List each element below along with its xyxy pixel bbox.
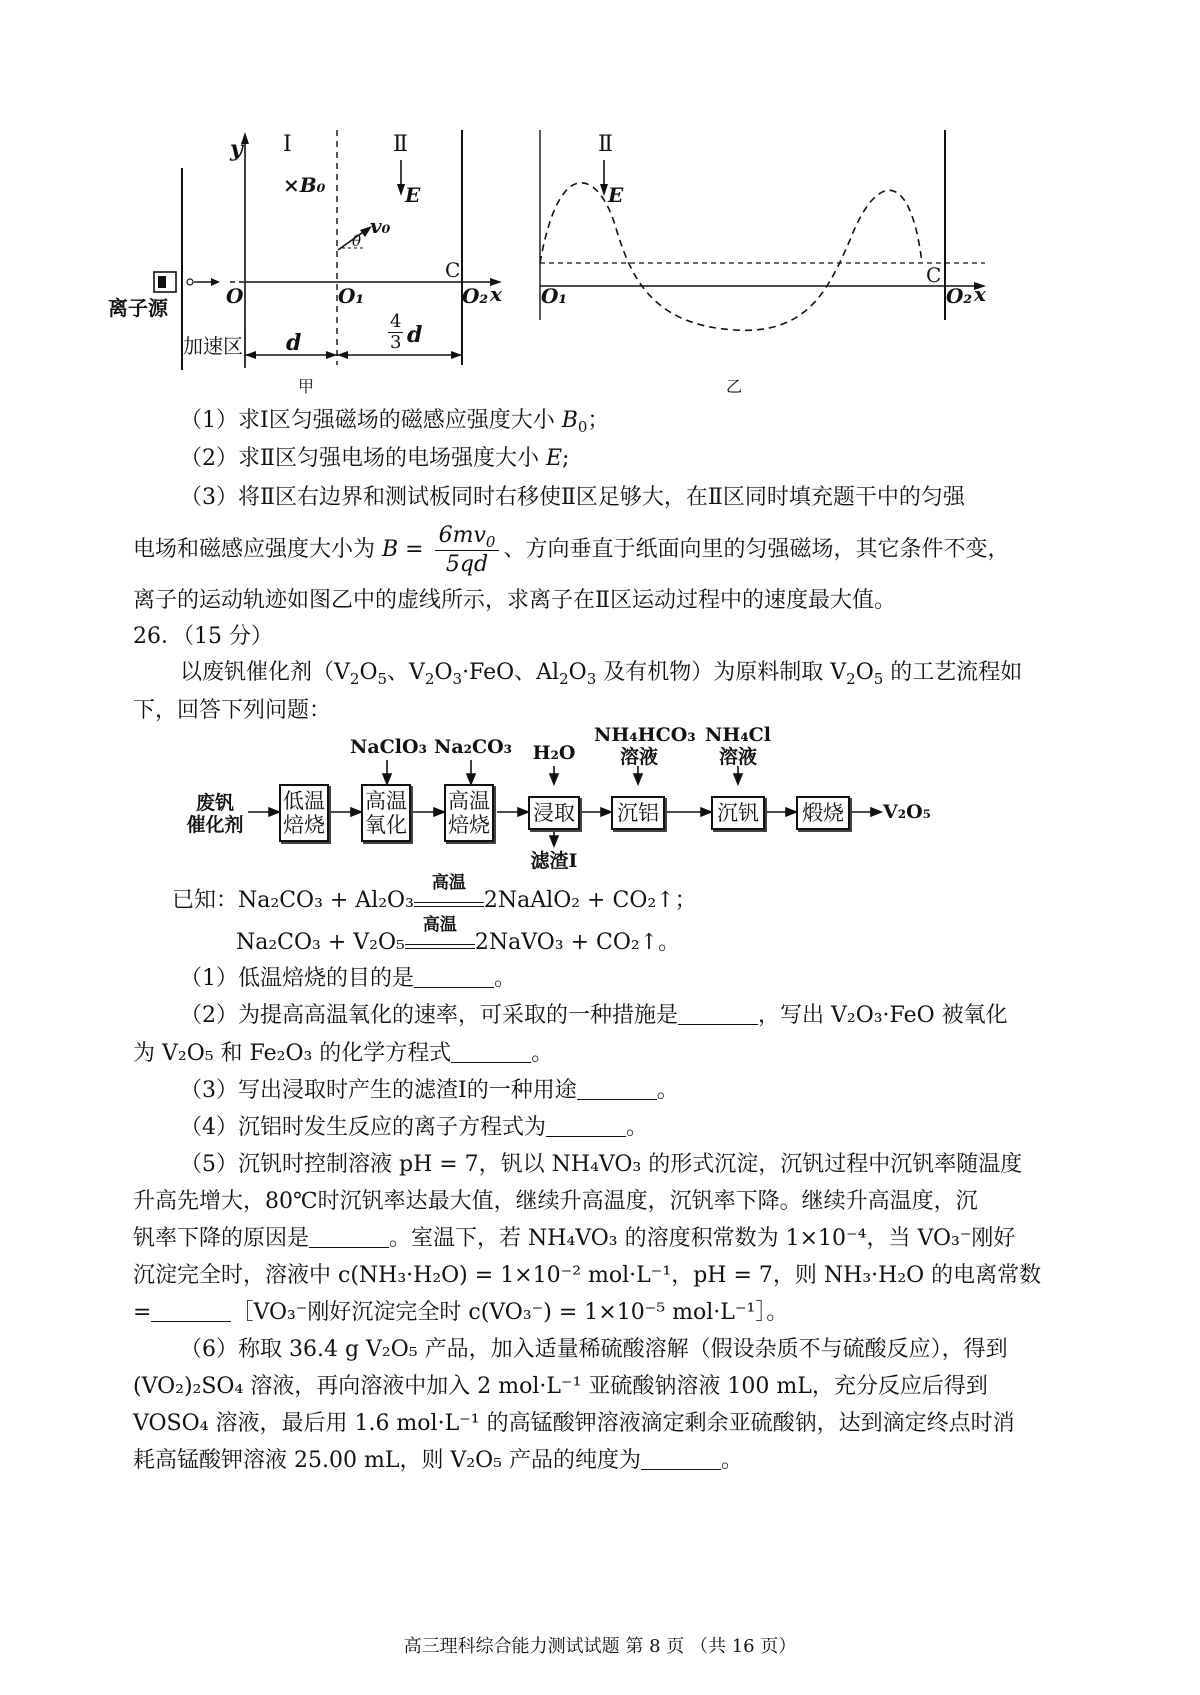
chem-q5-blank2[interactable] bbox=[151, 1299, 231, 1322]
flow-start: 废钒 催化剂 bbox=[186, 792, 244, 836]
chem-known-eq1: 已知：Na₂CO₃ + Al₂O₃ 高温 2NaAlO₂ + CO₂↑； bbox=[172, 873, 697, 913]
chem-q5-line2: 升高先增大，80℃时沉钒率达最大值，继续升高温度，沉钒率下降。继续升高温度，沉 bbox=[133, 1189, 978, 1214]
fig-jia-v0: v₀ bbox=[370, 214, 391, 238]
chem-q6-line1: （6）称取 36.4 g V₂O₅ 产品，加入适量稀硫酸溶解（假设杂质不与硫酸反应），得到 bbox=[180, 1337, 1008, 1362]
chem-title: 26．（15 分） bbox=[133, 624, 273, 649]
fig-jia-theta: θ bbox=[352, 232, 362, 250]
fig-jia-region-I: Ⅰ bbox=[283, 132, 292, 157]
flow-box-high-temp-oxidation: 高温 氧化 bbox=[361, 784, 411, 842]
chem-q5-blank1[interactable] bbox=[309, 1225, 389, 1248]
phys-q3-line1: （3）将Ⅱ区右边界和测试板同时右移使Ⅱ区足够大，在Ⅱ区同时填充题干中的匀强 bbox=[180, 485, 965, 510]
flow-reagent-naclo3: NaClO₃ bbox=[350, 736, 427, 758]
chem-q5-line3: 钒率下降的原因是 。室温下，若 NH₄VO₃ 的溶度积常数为 1×10⁻⁴，当 VO₃⁻刚好 bbox=[133, 1226, 1016, 1251]
flow-reagent-nh4cl: NH₄Cl 溶液 bbox=[705, 724, 771, 768]
fig-jia-B0: ×B₀ bbox=[283, 173, 326, 197]
flow-reagent-h2o: H₂O bbox=[532, 742, 576, 764]
chem-q2-line2: 为 V₂O₅ 和 Fe₂O₃ 的化学方程式 。 bbox=[133, 1041, 554, 1066]
fig-yi-caption: 乙 bbox=[726, 377, 743, 396]
chem-q4-blank[interactable] bbox=[546, 1114, 626, 1137]
flow-reagent-nh4hco3: NH₄HCO₃ 溶液 bbox=[594, 724, 696, 768]
chem-q6-blank[interactable] bbox=[641, 1447, 721, 1470]
eq1-condition: 高温 bbox=[414, 894, 484, 907]
fig-jia-E: E bbox=[405, 183, 421, 207]
chem-q4: （4）沉铝时发生反应的离子方程式为 。 bbox=[180, 1115, 649, 1140]
flow-box-v-precip: 沉钒 bbox=[711, 796, 765, 830]
fig-jia-O2: O₂ bbox=[462, 284, 489, 308]
fig-yi-O1: O₁ bbox=[541, 284, 568, 308]
fig-yi-axis-x: x bbox=[974, 282, 986, 306]
fig-jia-region-II: Ⅱ bbox=[393, 132, 408, 157]
eq2-condition: 高温 bbox=[405, 936, 475, 949]
fig-jia-caption: 甲 bbox=[298, 377, 315, 396]
fig-jia-dim-d2: d bbox=[407, 322, 423, 348]
phys-q3-line2: 电场和磁感应强度大小为 B = $\frac{6mv_0}{5qd}$ 、方向垂直于纸面向里的匀强磁场，其它条件不变， bbox=[133, 522, 1010, 577]
fig-yi-E: E bbox=[608, 183, 624, 207]
fig-jia-ion-source: 离子源 bbox=[108, 296, 168, 320]
chem-intro-line1: 以废钒催化剂（$V_2O_5$、$V_2O_3\cdot FeO$、$Al_2O_3$ 及有机物）为原料制取 $V_2O_5$ 的工艺流程如 bbox=[180, 660, 1023, 688]
fig-jia-O: O bbox=[226, 284, 244, 308]
page-footer: 高三理科综合能力测试试题 第 8 页 （共 16 页） bbox=[403, 1636, 797, 1657]
chem-q2-line1: （2）为提高高温氧化的速率，可采取的一种措施是 ，写出 V₂O₃·FeO 被氧化 bbox=[180, 1003, 1008, 1028]
phys-q1: （1）求Ⅰ区匀强磁场的磁感应强度大小 $B_0$； bbox=[180, 408, 610, 436]
chem-q2-blank1[interactable] bbox=[678, 1002, 758, 1025]
flow-residue: 滤渣Ⅰ bbox=[530, 850, 578, 872]
chem-intro-line2: 下，回答下列问题： bbox=[133, 698, 332, 723]
flow-box-al-precip: 沉铝 bbox=[611, 796, 665, 830]
flow-box-low-temp-roast: 低温 焙烧 bbox=[279, 784, 329, 842]
fig-jia-accel-zone: 加速区 bbox=[183, 334, 243, 358]
fig-yi-C: C bbox=[926, 263, 942, 287]
phys-q2: （2）求Ⅱ区匀强电场的电场强度大小 E; bbox=[180, 446, 570, 471]
chem-q3: （3）写出浸取时产生的滤渣Ⅰ的一种用途 。 bbox=[180, 1078, 679, 1103]
flow-box-calcine: 煅烧 bbox=[796, 796, 850, 830]
fig-yi-region-II: Ⅱ bbox=[598, 132, 613, 157]
fig-jia-axis-x: x bbox=[490, 282, 502, 306]
chem-q6-line2: (VO₂)₂SO₄ 溶液，再向溶液中加入 2 mol·L⁻¹ 亚硫酸钠溶液 100 mL，充分反应后得到 bbox=[133, 1374, 988, 1399]
fig-jia-C: C bbox=[445, 258, 461, 282]
chem-q6-line4: 耗高锰酸钾溶液 25.00 mL，则 V₂O₅ 产品的纯度为 。 bbox=[133, 1448, 744, 1473]
chem-q2-blank2[interactable] bbox=[451, 1040, 531, 1063]
chem-q6-line3: VOSO₄ 溶液，最后用 1.6 mol·L⁻¹ 的高锰酸钾溶液滴定剩余亚硫酸钠，达到滴定终点时消 bbox=[133, 1411, 1015, 1436]
fig-jia-axis-y: y bbox=[230, 136, 243, 162]
flow-box-high-temp-roast: 高温 焙烧 bbox=[444, 784, 494, 842]
chem-q1: （1）低温焙烧的目的是 。 bbox=[180, 966, 517, 991]
phys-q3-fraction: $\frac{6mv_0}{5qd}$ bbox=[435, 522, 500, 579]
phys-q3-line3: 离子的运动轨迹如图乙中的虚线所示，求离子在Ⅱ区运动过程中的速度最大值。 bbox=[133, 588, 896, 613]
chem-q5-line1: （5）沉钒时控制溶液 pH = 7，钒以 NH₄VO₃ 的形式沉淀，沉钒过程中沉钒率随温度 bbox=[180, 1152, 1023, 1177]
flow-product: V₂O₅ bbox=[883, 801, 931, 823]
fig-jia-dim-d: d bbox=[286, 330, 302, 356]
chem-q1-blank[interactable] bbox=[414, 965, 494, 988]
chem-q3-blank[interactable] bbox=[577, 1077, 657, 1100]
fig-jia-O1: O₁ bbox=[338, 284, 365, 308]
fig-jia-dim-4-3: 4 3 bbox=[390, 311, 402, 353]
flow-box-leach: 浸取 bbox=[528, 796, 580, 830]
chem-known-eq2: Na₂CO₃ + V₂O₅ 高温 2NaVO₃ + CO₂↑。 bbox=[236, 915, 681, 955]
fig-yi-O2: O₂ bbox=[946, 284, 973, 308]
chem-q5-line5: = ［VO₃⁻刚好沉淀完全时 c(VO₃⁻) = 1×10⁻⁵ mol·L⁻¹］。 bbox=[133, 1300, 789, 1325]
flow-reagent-na2co3: Na₂CO₃ bbox=[434, 736, 512, 758]
chem-q5-line4: 沉淀完全时，溶液中 c(NH₃·H₂O) = 1×10⁻² mol·L⁻¹，pH = 7，则 NH₃·H₂O 的电离常数 bbox=[133, 1263, 1042, 1288]
